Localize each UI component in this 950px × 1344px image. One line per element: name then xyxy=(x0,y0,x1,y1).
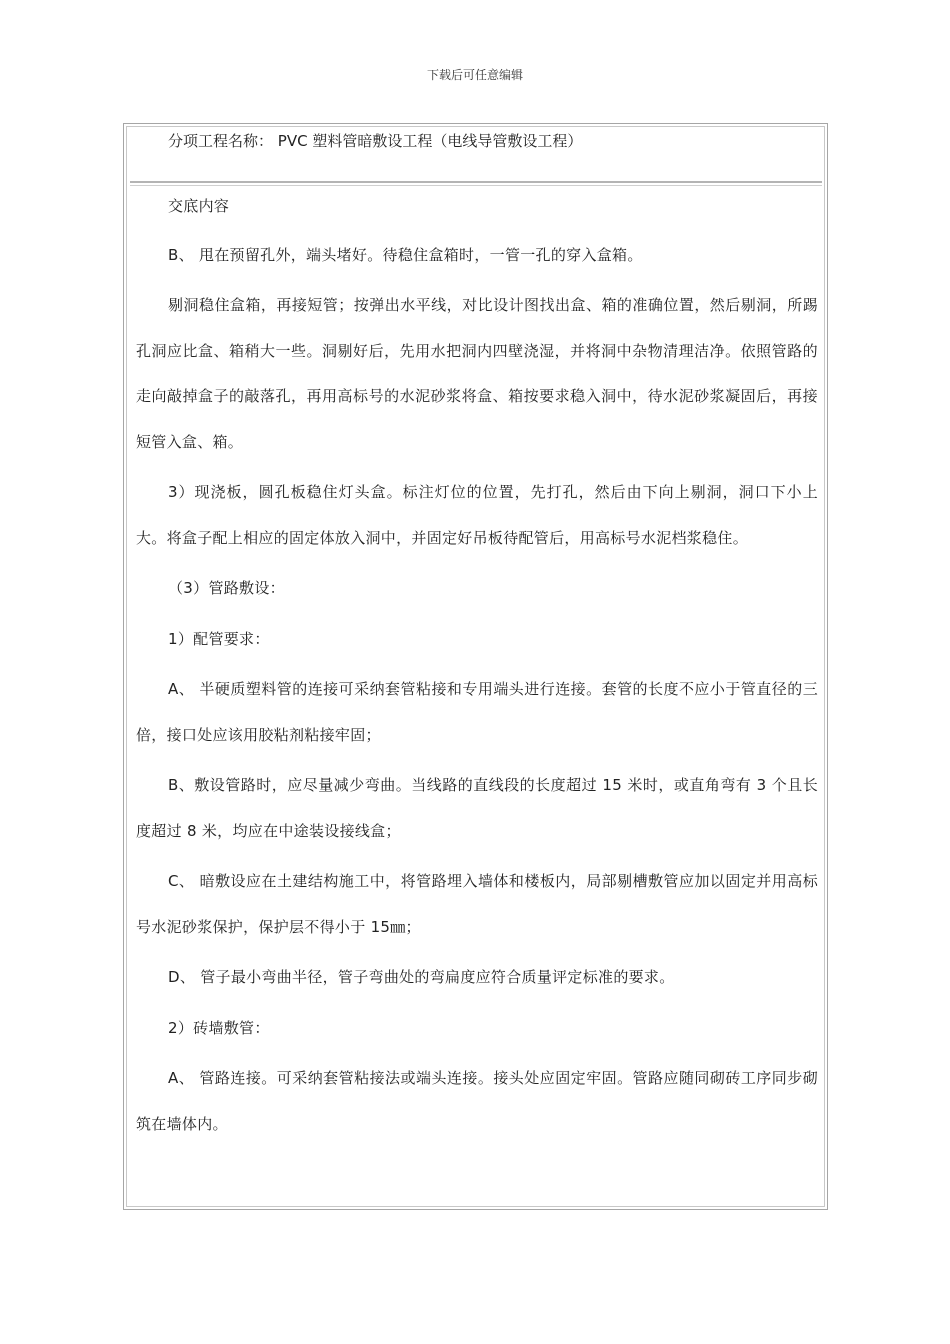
disclosure-content xyxy=(136,184,818,1152)
paragraph: B、 甩在预留孔外，端头堵好。待稳住盒箱时，一管一孔的穿入盒箱。 xyxy=(168,245,643,264)
paragraph: （3）管路敷设： xyxy=(168,579,285,597)
page-header: 下载后可任意编辑 xyxy=(426,68,523,82)
row-divider xyxy=(130,181,822,183)
paragraph: 3）现浇板，圆孔板稳住灯头盒。标注灯位的位置，先打孔，然后由下向上剔洞，洞口下小上大。将盒子配上相应的固定体放入洞中，并固定好吊板待配管后，用高标号水泥档浆稳住。 xyxy=(136,483,818,547)
paragraph: 剔洞稳住盒箱，再接短管；按弹出水平线，对比设计图找出盒、箱的准确位置，然后剔洞，所踢孔洞应比盒、箱稍大一些。洞剔好后，先用水把洞内四壁浇湿，并将洞中杂物清理洁净。依照管路的走向敲掉盒子的敲落孔，再用高标号的水泥砂浆将盒、箱按要求稳入洞中，待水泥砂浆凝固后，再接短管入盒、箱。 xyxy=(136,296,818,451)
paragraph: A、 半硬质塑料管的连接可采纳套管粘接和专用端头进行连接。套管的长度不应小于管直径的三倍，接口处应该用胶粘剂粘接牢固； xyxy=(136,680,818,744)
project-name-title: 分项工程名称： PVC 塑料管暗敷设工程（电线导管敷设工程） xyxy=(168,132,583,150)
paragraph: B、敷设管路时，应尽量减少弯曲。当线路的直线段的长度超过 15 米时，或直角弯有 3 个且长度超过 8 米，均应在中途装设接线盒； xyxy=(136,776,818,840)
paragraph: 2）砖墙敷管： xyxy=(168,1018,270,1037)
paragraph: 1）配管要求： xyxy=(168,629,270,648)
section-label: 交底内容 xyxy=(168,197,230,215)
paragraph: D、 管子最小弯曲半径，管子弯曲处的弯扁度应符合质量评定标准的要求。 xyxy=(168,968,675,986)
paragraph: C、 暗敷设应在土建结构施工中，将管路埋入墙体和楼板内，局部剔槽敷管应加以固定并用高标号水泥砂浆保护，保护层不得小于 15㎜； xyxy=(136,872,818,936)
paragraph: A、 管路连接。可采纳套管粘接法或端头连接。接头处应固定牢固。管路应随同砌砖工序同步砌筑在墙体内。 xyxy=(136,1069,818,1133)
